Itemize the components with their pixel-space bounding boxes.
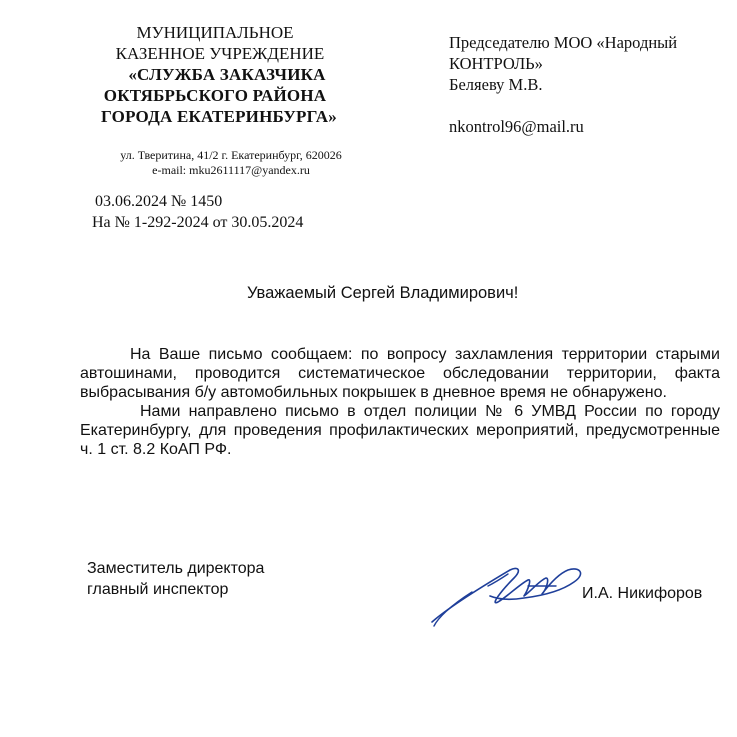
recipient-email: nkontrol96@mail.ru	[449, 117, 584, 136]
greeting: Уважаемый Сергей Владимирович!	[247, 284, 519, 302]
recipient-line1: Председателю МОО «Народный	[449, 33, 678, 52]
signer-title-line1: Заместитель директора	[87, 560, 265, 577]
body-paragraph-1: На Ваше письмо сообщаем: по вопросу захламления территории старыми автошинами, проводится систематическое обследовании территории, факта выбрасывания б/у автомобильных покрышек в дневное время не обнаружено.	[80, 346, 720, 401]
signer-name: И.А. Никифоров	[582, 585, 703, 602]
org-address: ул. Тверитина, 41/2 г. Екатеринбург, 620026	[120, 148, 342, 162]
letter-in-reply: На № 1-292-2024 от 30.05.2024	[92, 214, 304, 231]
recipient-line2: КОНТРОЛЬ»	[449, 54, 543, 73]
recipient-block	[449, 32, 677, 95]
signer-title	[87, 558, 264, 600]
org-address-block	[96, 148, 366, 178]
body-paragraph-2: Нами направлено письмо в отдел полиции № 6 УМВД России по городу Екатеринбургу, для проведения профилактических мероприятий, предусмотренные ч. 1 ст. 8.2 КоАП РФ.	[80, 403, 720, 458]
signer-title-line2: главный инспектор	[87, 581, 229, 598]
org-name-line1: МУНИЦИПАЛЬНОЕ	[136, 23, 294, 42]
letter-reference	[92, 191, 304, 233]
org-name-line2: КАЗЕННОЕ УЧРЕЖДЕНИЕ	[115, 44, 325, 63]
organization-header	[80, 22, 380, 127]
org-email: e-mail: mku2611117@yandex.ru	[152, 163, 310, 177]
org-name-bold1: «СЛУЖБА ЗАКАЗЧИКА	[128, 65, 326, 84]
org-name-bold3: ГОРОДА ЕКАТЕРИНБУРГА»	[101, 107, 337, 126]
letter-body	[80, 345, 720, 459]
recipient-line3: Беляеву М.В.	[449, 75, 543, 94]
org-name-bold2: ОКТЯБРЬСКОГО РАЙОНА	[103, 86, 327, 105]
handwritten-signature	[428, 556, 588, 628]
letter-date-number: 03.06.2024 № 1450	[95, 193, 223, 210]
